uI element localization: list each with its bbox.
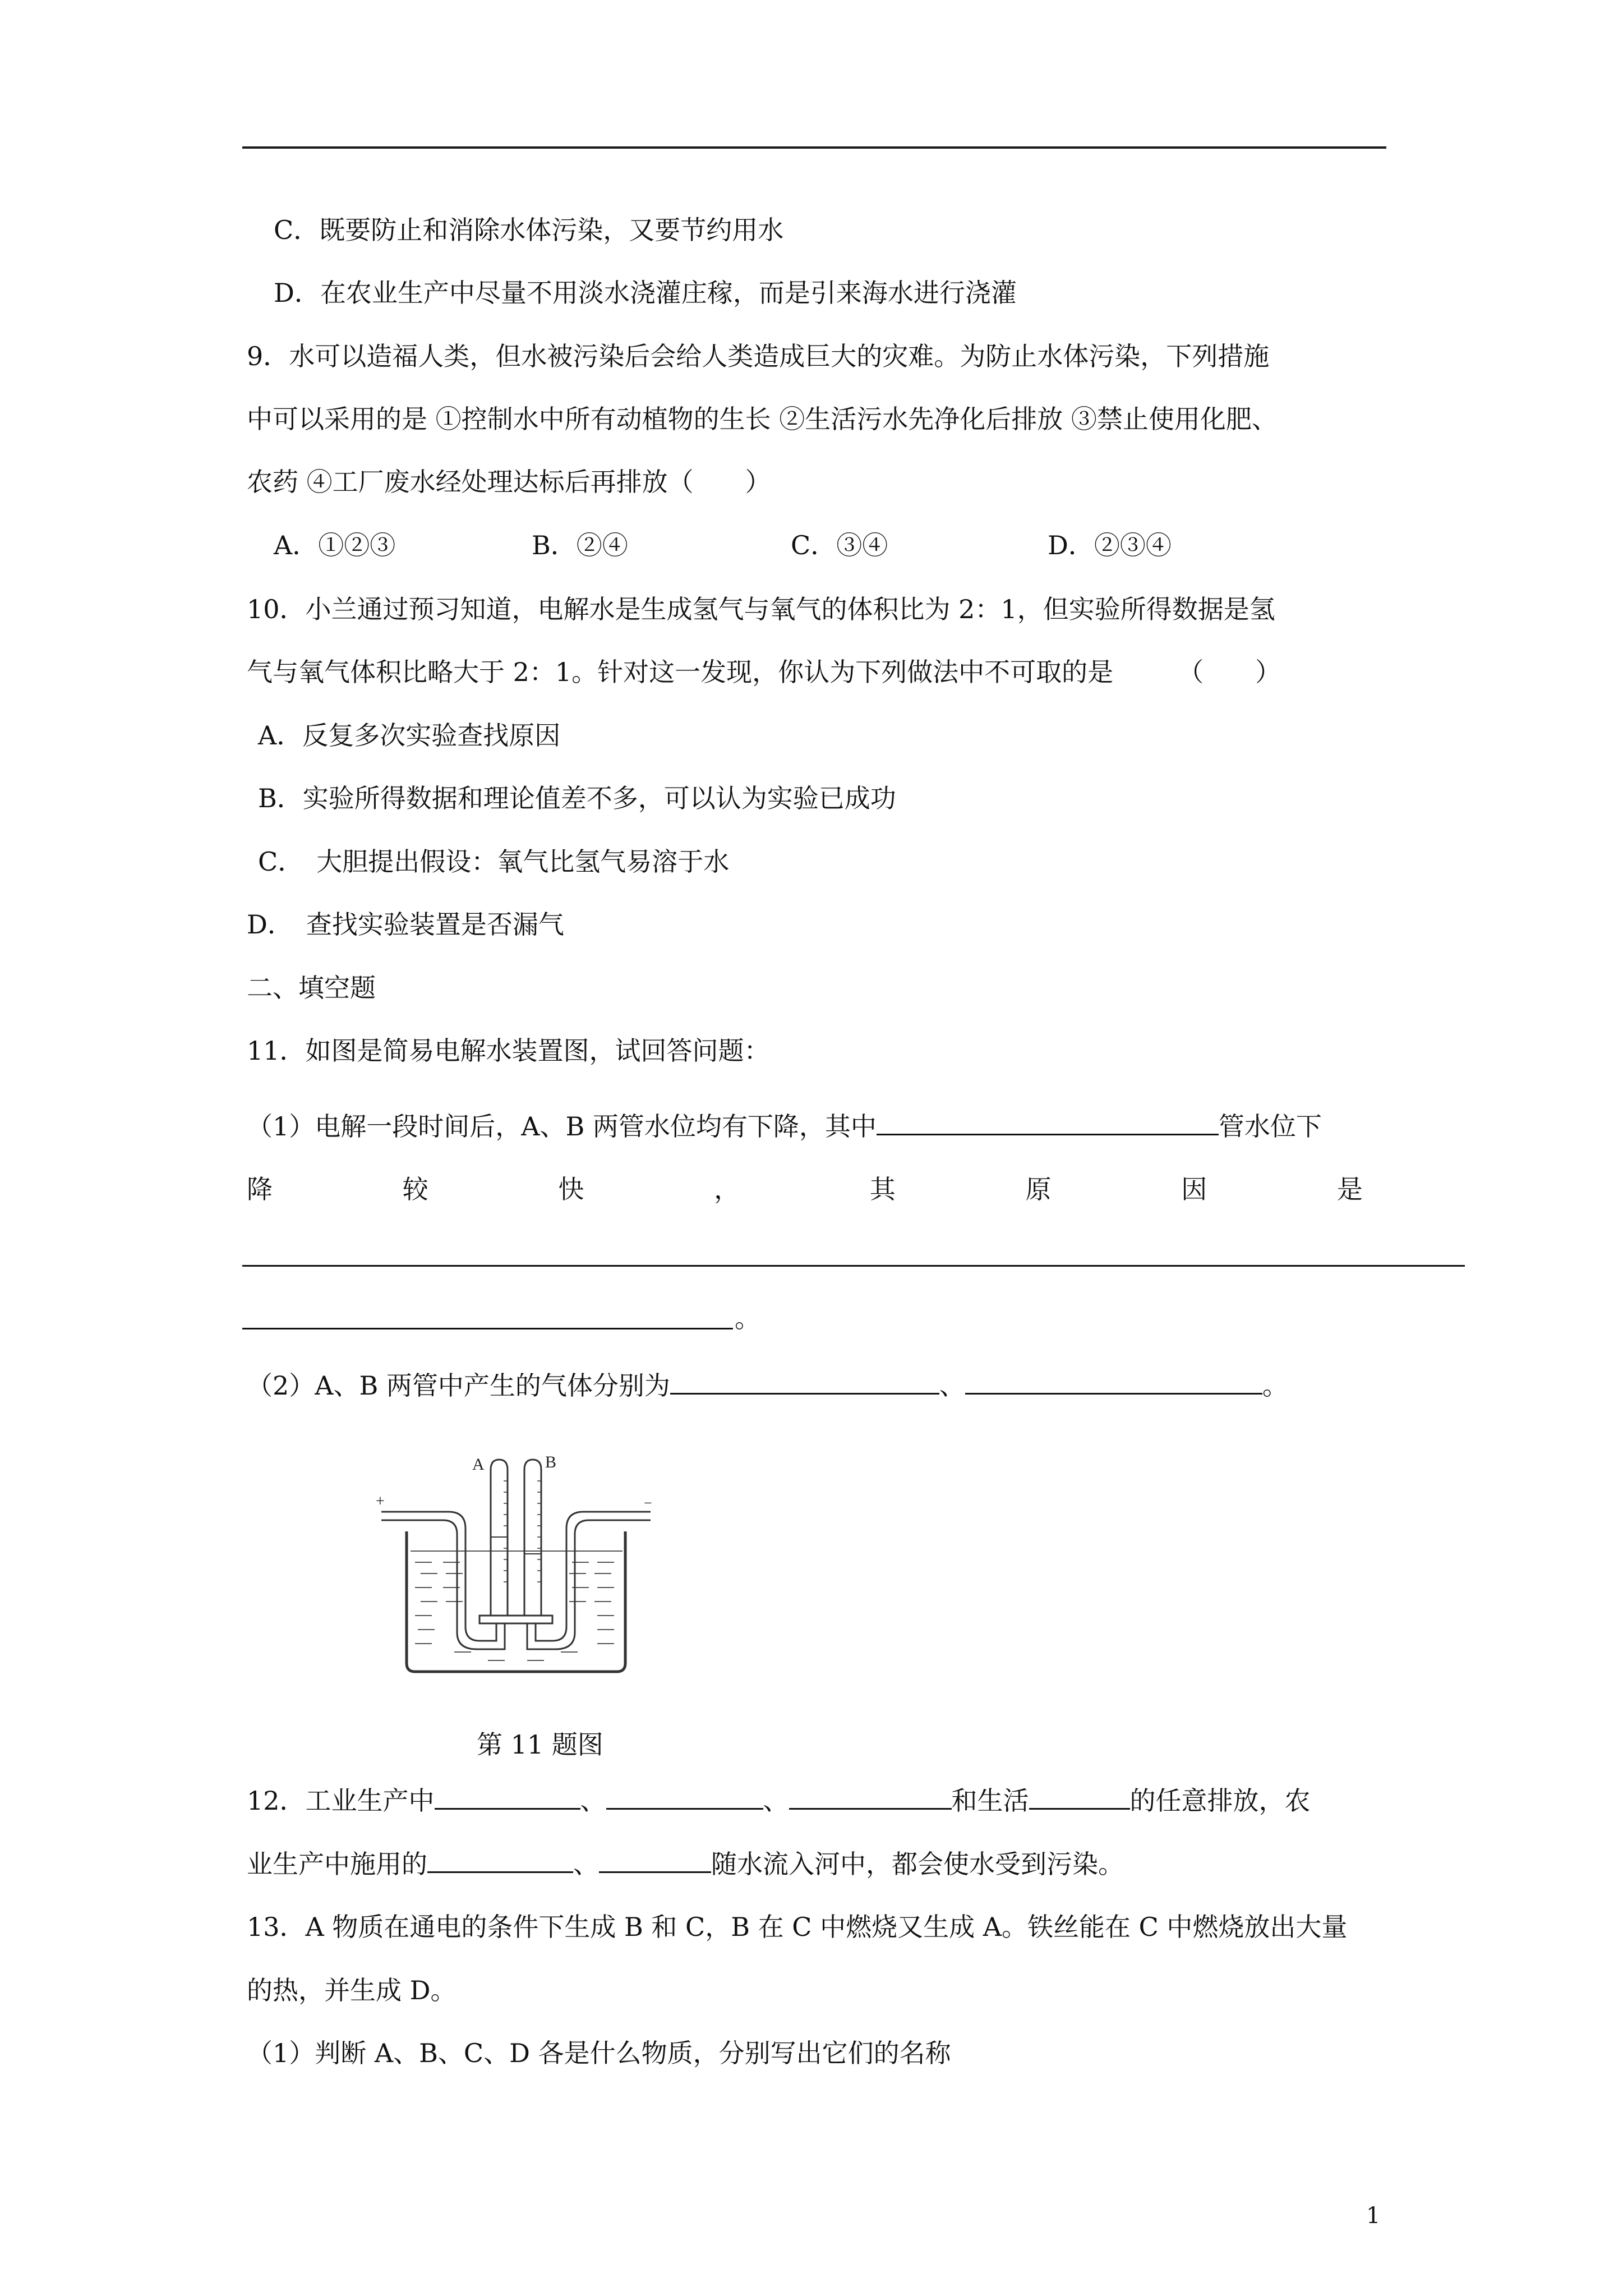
q13-part-1: （1）判断 A、B、C、D 各是什么物质，分别写出它们的名称 bbox=[247, 2038, 951, 2068]
q9-text-line-3: 农药 ④工厂废水经处理达标后再排放（ ） bbox=[247, 467, 771, 497]
q13-text-line-2: 的热，并生成 D。 bbox=[247, 1975, 457, 2005]
spread-char: 其 bbox=[869, 1174, 896, 1204]
section-heading-fill-in: 二、填空题 bbox=[247, 973, 376, 1003]
q11-blank-gas-b[interactable] bbox=[965, 1370, 1262, 1395]
negative-terminal-label: − bbox=[644, 1495, 652, 1511]
q11-part-1-spread-line bbox=[247, 1172, 1363, 1206]
q9-option-a: A．①②③ bbox=[274, 530, 396, 560]
page-number: 1 bbox=[1366, 2203, 1381, 2229]
q12-and: 和生活 bbox=[951, 1786, 1029, 1816]
q12-blank-4[interactable] bbox=[1029, 1786, 1130, 1810]
positive-terminal-label: + bbox=[376, 1493, 385, 1510]
spread-char: 快 bbox=[558, 1174, 584, 1204]
q9-text-line-1: 9．水可以造福人类，但水被污染后会给人类造成巨大的灾难。为防止水体污染，下列措施 bbox=[247, 341, 1270, 371]
q12-prefix: 12．工业生产中 bbox=[247, 1786, 435, 1816]
tube-a-label: A bbox=[472, 1455, 485, 1474]
q11-text: 11．如图是简易电解水装置图，试回答问题： bbox=[247, 1036, 770, 1066]
q12-blank-1[interactable] bbox=[435, 1786, 580, 1810]
q12-line-1 bbox=[247, 1784, 1311, 1818]
q12-sep: 、 bbox=[763, 1786, 789, 1816]
q11-blank-gas-a[interactable] bbox=[670, 1370, 939, 1395]
q12-line-1-end: 的任意排放，农 bbox=[1129, 1786, 1311, 1816]
q11-part-1-prefix: （1）电解一段时间后，A、B 两管水位均有下降，其中 bbox=[247, 1111, 877, 1142]
q9-text-line-2: 中可以采用的是 ①控制水中所有动植物的生长 ②生活污水先净化后排放 ③禁止使用化肥、 bbox=[247, 404, 1278, 434]
q11-blank-tube[interactable] bbox=[877, 1111, 1219, 1135]
spread-char: 降 bbox=[247, 1174, 273, 1204]
figure-caption: 第 11 题图 bbox=[477, 1729, 603, 1760]
q13-text-line-1: 13．A 物质在通电的条件下生成 B 和 C，B 在 C 中燃烧又生成 A。铁丝能在 C 中燃烧放出大量 bbox=[247, 1912, 1348, 1942]
q11-answer-line-1[interactable] bbox=[242, 1265, 1465, 1267]
spread-char: 较 bbox=[402, 1174, 428, 1204]
spread-char: 是 bbox=[1336, 1174, 1363, 1204]
spread-char: 原 bbox=[1025, 1174, 1052, 1204]
q12-blank-2[interactable] bbox=[606, 1786, 763, 1810]
q11-part-1-period: 。 bbox=[735, 1303, 760, 1333]
q9-option-b: B．②④ bbox=[532, 530, 628, 560]
spread-char: ， bbox=[714, 1174, 740, 1204]
q12-line-2-prefix: 业生产中施用的 bbox=[247, 1849, 427, 1879]
q12-sep: 、 bbox=[580, 1786, 606, 1816]
q12-blank-5[interactable] bbox=[427, 1849, 573, 1873]
q11-part-1-line bbox=[247, 1110, 1322, 1143]
q10-option-c: C． 大胆提出假设：氧气比氢气易溶于水 bbox=[258, 846, 730, 877]
q9-option-d: D．②③④ bbox=[1048, 530, 1172, 560]
q10-option-a: A．反复多次实验查找原因 bbox=[258, 720, 561, 751]
q8-option-c: C．既要防止和消除水体污染，又要节约用水 bbox=[274, 215, 784, 245]
q11-part-1-suffix: 管水位下 bbox=[1218, 1111, 1322, 1142]
q12-blank-3[interactable] bbox=[789, 1786, 952, 1810]
q8-option-d: D．在农业生产中尽量不用淡水浇灌庄稼，而是引来海水进行浇灌 bbox=[274, 278, 1017, 308]
q11-answer-line-2[interactable] bbox=[242, 1328, 733, 1329]
q12-blank-6[interactable] bbox=[599, 1849, 711, 1873]
electrolysis-apparatus-figure bbox=[376, 1447, 656, 1683]
q12-line-2 bbox=[247, 1847, 1124, 1881]
spread-char: 因 bbox=[1181, 1174, 1207, 1204]
q12-line-2-end: 随水流入河中，都会使水受到污染。 bbox=[711, 1849, 1124, 1879]
q11-part-2-prefix: （2）A、B 两管中产生的气体分别为 bbox=[247, 1370, 670, 1401]
q11-part-2-end: 。 bbox=[1262, 1370, 1288, 1401]
q9-option-c: C．③④ bbox=[791, 530, 888, 560]
q10-option-d: D． 查找实验装置是否漏气 bbox=[247, 909, 564, 940]
q10-option-b: B．实验所得数据和理论值差不多，可以认为实验已成功 bbox=[258, 783, 896, 813]
q10-text-line-1: 10．小兰通过预习知道，电解水是生成氢气与氧气的体积比为 2：1，但实验所得数据是氢 bbox=[247, 594, 1275, 624]
q10-text-line-2: 气与氧气体积比略大于 2：1。针对这一发现，你认为下列做法中不可取的是 （ ） bbox=[247, 657, 1281, 687]
q11-part-2-sep: 、 bbox=[939, 1370, 965, 1401]
tube-b-label: B bbox=[545, 1453, 557, 1471]
q12-sep: 、 bbox=[573, 1849, 599, 1879]
header-rule bbox=[242, 146, 1386, 149]
q11-part-2-line bbox=[247, 1369, 1288, 1402]
